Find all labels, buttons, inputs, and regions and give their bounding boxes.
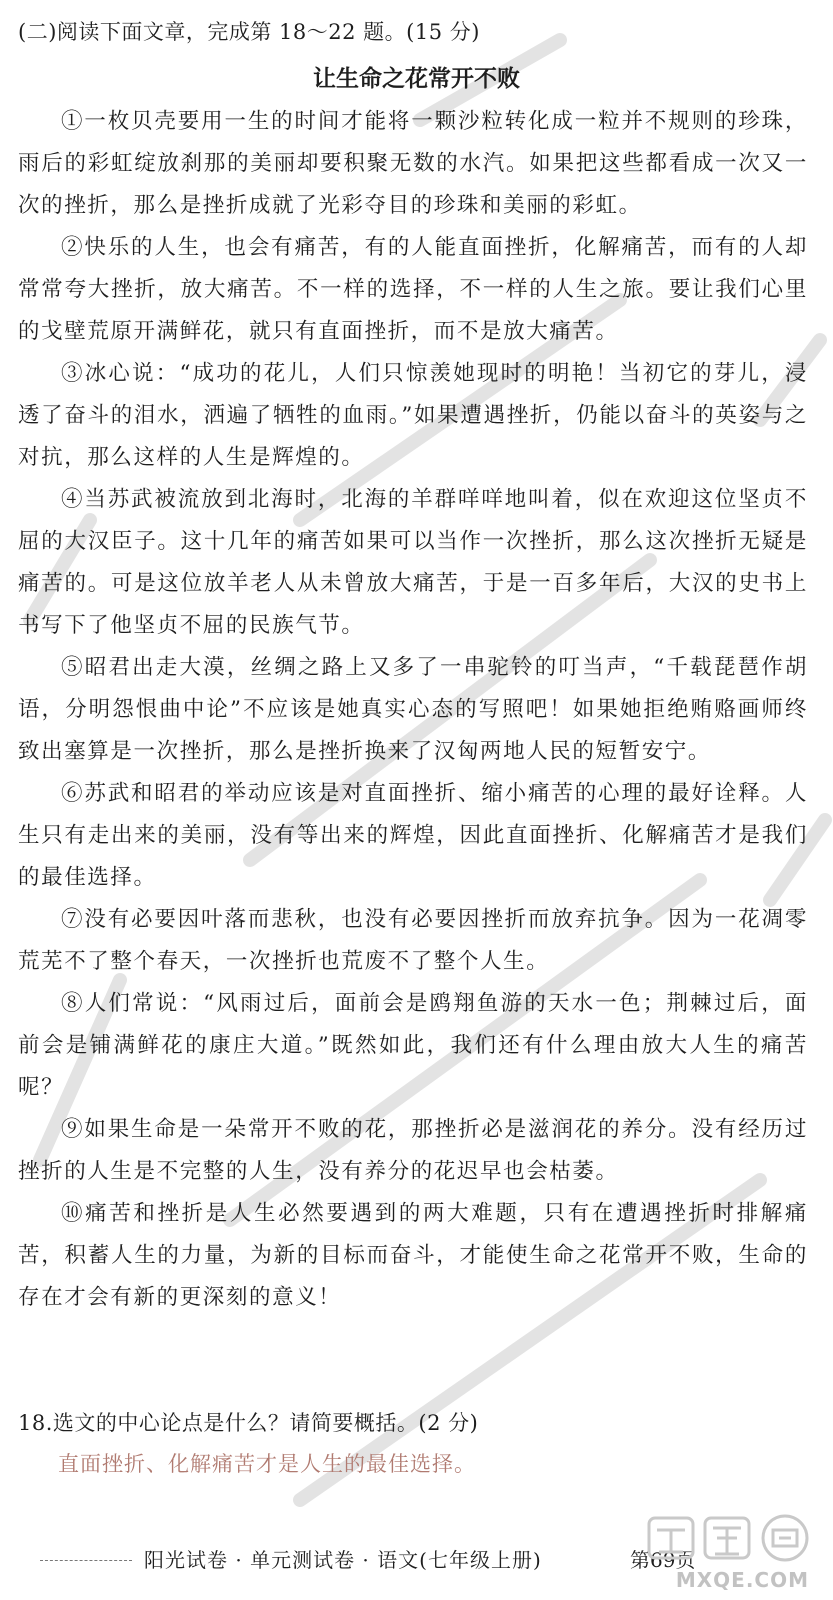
watermark-logo-icon xyxy=(645,1512,815,1564)
footer-page-number: 第69页 xyxy=(630,1548,696,1572)
paragraph-7: ⑦没有必要因叶落而悲秋，也没有必要因挫折而放弃抗争。因为一花凋零荒芜不了整个春天，一次挫折也荒废不了整个人生。 xyxy=(18,907,808,974)
paragraph-3: ③冰心说：“成功的花儿，人们只惊羡她现时的明艳！当初它的芽儿，浸透了奋斗的泪水，洒遍了牺牲的血雨。”如果遭遇挫折，仍能以奋斗的英姿与之对抗，那么这样的人生是辉煌的。 xyxy=(18,361,808,470)
section-heading: (二)阅读下面文章，完成第 18～22 题。(15 分) xyxy=(18,20,480,44)
watermark-url: MXQE.COM xyxy=(675,1568,809,1592)
article-body xyxy=(18,101,808,1319)
paragraph-8: ⑧人们常说：“风雨过后，面前会是鸥翔鱼游的天水一色；荆棘过后，面前会是铺满鲜花的康庄大道。”既然如此，我们还有什么理由放大人生的痛苦呢？ xyxy=(18,991,808,1100)
paragraph-5: ⑤昭君出走大漠，丝绸之路上又多了一串驼铃的叮当声，“千载琵琶作胡语，分明怨恨曲中论”不应该是她真实心态的写照吧！如果她拒绝贿赂画师终致出塞算是一次挫折，那么是挫折换来了汉匈两地人民的短暂安宁。 xyxy=(18,655,808,764)
paragraph-10: ⑩痛苦和挫折是人生必然要遇到的两大难题，只有在遭遇挫折时排解痛苦，积蓄人生的力量，为新的目标而奋斗，才能使生命之花常开不败，生命的存在才会有新的更深刻的意义！ xyxy=(18,1201,808,1310)
paragraph-6: ⑥苏武和昭君的举动应该是对直面挫折、缩小痛苦的心理的最好诠释。人生只有走出来的美丽，没有等出来的辉煌，因此直面挫折、化解痛苦才是我们的最佳选择。 xyxy=(18,781,808,890)
paragraph-2: ②快乐的人生，也会有痛苦，有的人能直面挫折，化解痛苦，而有的人却常常夸大挫折，放大痛苦。不一样的选择，不一样的人生之旅。要让我们心里的戈壁荒原开满鲜花，就只有直面挫折，而不是放大痛苦。 xyxy=(18,235,808,344)
footer-book-title: 阳光试卷 · 单元测试卷 · 语文(七年级上册) xyxy=(144,1548,542,1572)
paragraph-1: ①一枚贝壳要用一生的时间才能将一颗沙粒转化成一粒并不规则的珍珠，雨后的彩虹绽放刹那的美丽却要积聚无数的水汽。如果把这些都看成一次又一次的挫折，那么是挫折成就了光彩夺目的珍珠和美丽的彩虹。 xyxy=(18,109,808,218)
answer-18: 直面挫折、化解痛苦才是人生的最佳选择。 xyxy=(58,1452,476,1476)
article-title: 让生命之花常开不败 xyxy=(313,66,520,92)
footer-dashed-rule xyxy=(40,1560,132,1561)
paragraph-4: ④当苏武被流放到北海时，北海的羊群咩咩地叫着，似在欢迎这位坚贞不屈的大汉臣子。这十几年的痛苦如果可以当作一次挫折，那么这次挫折无疑是痛苦的。可是这位放羊老人从未曾放大痛苦，于是一百多年后，大汉的史书上书写下了他坚贞不屈的民族气节。 xyxy=(18,487,808,638)
question-18: 18.选文的中心论点是什么？请简要概括。(2 分) xyxy=(18,1411,479,1435)
paragraph-9: ⑨如果生命是一朵常开不败的花，那挫折必是滋润花的养分。没有经历过挫折的人生是不完整的人生，没有养分的花迟早也会枯萎。 xyxy=(18,1117,808,1184)
